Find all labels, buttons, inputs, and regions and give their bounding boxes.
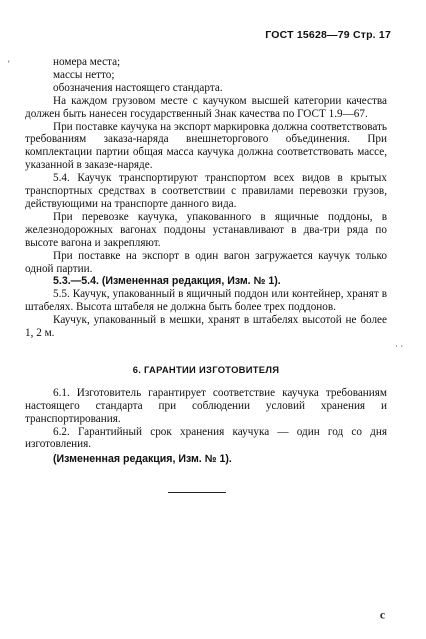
paragraph-5-4: 5.4. Каучук транспортируют транспортом всех видов в крытых транспортных средствах в соответствии с правилами перевозки грузов, действующими на транспорте данного вида.: [25, 172, 387, 210]
page-corner-mark-icon: ᶜ: [380, 607, 386, 629]
list-item: номера места;: [53, 56, 121, 68]
scan-speck: ': [8, 59, 10, 69]
revision-note-1: 5.3.—5.4. (Измененная редакция, Изм. № 1).: [53, 275, 281, 288]
paragraph-6-1: 6.1. Изготовитель гарантирует соответствие каучука требованиям настоящего стандарта при соблюдении условий хранения и транспортирования.: [25, 386, 387, 425]
paragraph-6-2: 6.2. Гарантийный срок хранения каучука — один год со дня изготовления.: [25, 425, 387, 451]
paragraph-5-5: 5.5. Каучук, упакованный в ящичный поддон или контейнер, хранят в штабелях. Высота штабеля не должна быть более трех поддонов.: [25, 288, 387, 314]
paragraph-pallet-transport: При перевозке каучука, упакованного в ящичные поддоны, в железнодорожных вагонах поддоны устанавливают в два-три ряда по высоте вагона и закрепляют.: [25, 210, 387, 249]
document-body: [25, 56, 387, 493]
list-item: обозначения настоящего стандарта.: [53, 81, 223, 94]
paragraph-export-marking: При поставке каучука на экспорт маркировка должна соответствовать требованиям заказа-наряда внешнеторгового объединения. При комплектации партии общая масса каучука должна соответствовать массе, указанной в заказе-наряде.: [25, 120, 387, 172]
revision-note-2: (Измененная редакция, Изм. № 1).: [53, 453, 232, 466]
paragraph-quality-mark: На каждом грузовом месте с каучуком высшей категории качества должен быть нанесен государственный Знак качества по ГОСТ 1.9—67.: [25, 94, 387, 120]
paragraph-export-wagon: При поставке на экспорт в один вагон загружается каучук только одной партии.: [25, 249, 387, 275]
paragraph-bags-storage: Каучук, упакованный в мешки, хранят в штабелях высотой не более 1, 2 м.: [25, 314, 387, 340]
section-heading-6: 6. ГАРАНТИИ ИЗГОТОВИТЕЛЯ: [132, 363, 280, 375]
page-header: ГОСТ 15628—79 Стр. 17: [265, 29, 391, 41]
list-item: массы нетто;: [53, 68, 115, 81]
marking-list: [25, 56, 387, 95]
scan-speck: · ·: [395, 341, 404, 351]
end-divider: [168, 492, 226, 493]
